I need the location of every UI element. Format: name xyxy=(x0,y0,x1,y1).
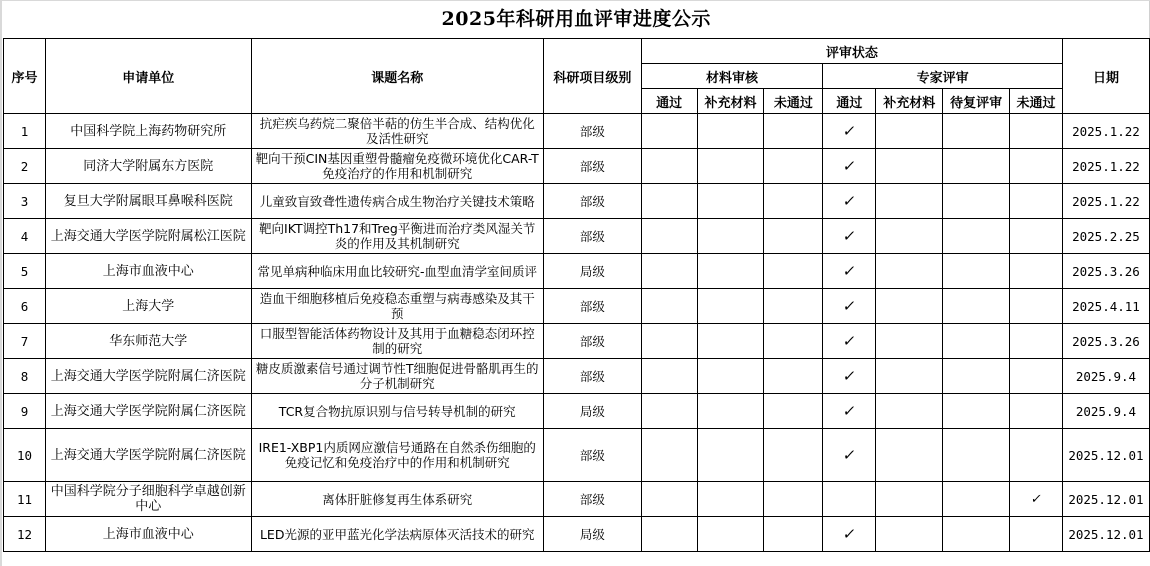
cell-unit[interactable]: 中国科学院分子细胞科学卓越创新中心 xyxy=(45,482,251,517)
cell-expert-pass[interactable] xyxy=(823,517,876,552)
cell-index[interactable]: 5 xyxy=(4,254,46,289)
cell-index[interactable]: 6 xyxy=(4,289,46,324)
cell-expert-pending[interactable] xyxy=(943,517,1010,552)
cell-expert-supplement[interactable] xyxy=(876,517,943,552)
cell-expert-fail[interactable] xyxy=(1010,517,1063,552)
cell-material-fail[interactable] xyxy=(764,482,823,517)
cell-topic[interactable]: 离体肝脏修复再生体系研究 xyxy=(251,482,543,517)
table-row xyxy=(4,149,1150,184)
table-row xyxy=(4,394,1150,429)
cell-expert-pending[interactable] xyxy=(943,324,1010,359)
cell-topic[interactable]: LED光源的亚甲蓝光化学法病原体灭活技术的研究 xyxy=(251,517,543,552)
table-row xyxy=(4,219,1150,254)
cell-index[interactable]: 10 xyxy=(4,429,46,482)
cell-material-supplement[interactable] xyxy=(697,482,764,517)
cell-expert-supplement[interactable] xyxy=(876,149,943,184)
cell-date[interactable]: 2025.12.01 xyxy=(1062,429,1149,482)
cell-index[interactable]: 12 xyxy=(4,517,46,552)
cell-unit[interactable]: 华东师范大学 xyxy=(45,324,251,359)
cell-date[interactable]: 2025.4.11 xyxy=(1062,289,1149,324)
cell-topic[interactable]: 造血干细胞移植后免疫稳态重塑与病毒感染及其干预 xyxy=(251,289,543,324)
cell-date[interactable]: 2025.12.01 xyxy=(1062,482,1149,517)
cell-expert-supplement[interactable] xyxy=(876,184,943,219)
cell-index[interactable]: 9 xyxy=(4,394,46,429)
cell-expert-fail[interactable] xyxy=(1010,219,1063,254)
cell-topic[interactable]: 常见单病种临床用血比较研究-血型血清学室间质评 xyxy=(251,254,543,289)
check-icon: ✓ xyxy=(841,366,858,385)
cell-expert-pass[interactable] xyxy=(823,324,876,359)
table-row xyxy=(4,254,1150,289)
cell-level[interactable]: 部级 xyxy=(543,359,641,394)
check-icon: ✓ xyxy=(1029,492,1043,507)
cell-level[interactable]: 部级 xyxy=(543,114,641,149)
header-expert-review: 专家评审 xyxy=(823,64,1063,89)
cell-date[interactable]: 2025.2.25 xyxy=(1062,219,1149,254)
cell-expert-fail[interactable] xyxy=(1010,482,1063,517)
cell-level[interactable]: 部级 xyxy=(543,482,641,517)
table-row xyxy=(4,289,1150,324)
cell-material-supplement[interactable] xyxy=(697,114,764,149)
header-material-pass: 通过 xyxy=(641,89,697,114)
cell-material-fail[interactable] xyxy=(764,289,823,324)
cell-index[interactable]: 11 xyxy=(4,482,46,517)
header-unit: 申请单位 xyxy=(45,39,251,114)
cell-material-pass[interactable] xyxy=(641,324,697,359)
cell-expert-pass[interactable] xyxy=(823,394,876,429)
cell-topic[interactable]: 靶向干预CIN基因重塑骨髓瘤免疫微环境优化CAR-T免疫治疗的作用和机制研究 xyxy=(251,149,543,184)
check-icon: ✓ xyxy=(841,191,858,210)
check-icon: ✓ xyxy=(841,524,858,543)
cell-unit[interactable]: 上海大学 xyxy=(45,289,251,324)
cell-topic[interactable]: 靶向IKT调控Th17和Treg平衡进而治疗类风湿关节炎的作用及其机制研究 xyxy=(251,219,543,254)
cell-expert-pass[interactable] xyxy=(823,114,876,149)
cell-expert-fail[interactable] xyxy=(1010,429,1063,482)
cell-material-supplement[interactable] xyxy=(697,359,764,394)
cell-date[interactable]: 2025.12.01 xyxy=(1062,517,1149,552)
cell-topic[interactable]: 口服型智能活体药物设计及其用于血糖稳态闭环控制的研究 xyxy=(251,324,543,359)
cell-expert-pending[interactable] xyxy=(943,149,1010,184)
cell-level[interactable]: 局级 xyxy=(543,517,641,552)
cell-material-supplement[interactable] xyxy=(697,517,764,552)
cell-unit[interactable]: 上海交通大学医学院附属仁济医院 xyxy=(45,429,251,482)
cell-expert-pending[interactable] xyxy=(943,482,1010,517)
header-date: 日期 xyxy=(1062,39,1149,114)
cell-expert-fail[interactable] xyxy=(1010,394,1063,429)
cell-expert-pass[interactable] xyxy=(823,219,876,254)
cell-date[interactable]: 2025.1.22 xyxy=(1062,149,1149,184)
cell-expert-fail[interactable] xyxy=(1010,149,1063,184)
cell-date[interactable]: 2025.1.22 xyxy=(1062,114,1149,149)
cell-material-pass[interactable] xyxy=(641,149,697,184)
cell-date[interactable]: 2025.3.26 xyxy=(1062,254,1149,289)
cell-material-pass[interactable] xyxy=(641,114,697,149)
table-row xyxy=(4,359,1150,394)
cell-level[interactable]: 部级 xyxy=(543,324,641,359)
review-progress-table xyxy=(3,1,1150,552)
cell-material-fail[interactable] xyxy=(764,324,823,359)
cell-expert-supplement[interactable] xyxy=(876,219,943,254)
cell-material-pass[interactable] xyxy=(641,184,697,219)
table-row xyxy=(4,517,1150,552)
cell-level[interactable]: 部级 xyxy=(543,149,641,184)
cell-expert-supplement[interactable] xyxy=(876,394,943,429)
header-expert-supplement: 补充材料 xyxy=(876,89,943,114)
cell-expert-fail[interactable] xyxy=(1010,184,1063,219)
cell-expert-pass[interactable] xyxy=(823,429,876,482)
header-material-fail: 未通过 xyxy=(764,89,823,114)
header-expert-pass: 通过 xyxy=(823,89,876,114)
table-row xyxy=(4,184,1150,219)
cell-material-fail[interactable] xyxy=(764,114,823,149)
cell-expert-pass[interactable] xyxy=(823,184,876,219)
cell-index[interactable]: 1 xyxy=(4,114,46,149)
table-row xyxy=(4,114,1150,149)
cell-unit[interactable]: 上海市血液中心 xyxy=(45,517,251,552)
cell-expert-pending[interactable] xyxy=(943,394,1010,429)
cell-expert-pending[interactable] xyxy=(943,429,1010,482)
cell-index[interactable]: 4 xyxy=(4,219,46,254)
cell-expert-supplement[interactable] xyxy=(876,359,943,394)
cell-expert-supplement[interactable] xyxy=(876,289,943,324)
cell-expert-pending[interactable] xyxy=(943,289,1010,324)
cell-material-fail[interactable] xyxy=(764,254,823,289)
cell-level[interactable]: 部级 xyxy=(543,429,641,482)
cell-date[interactable]: 2025.1.22 xyxy=(1062,184,1149,219)
cell-expert-fail[interactable] xyxy=(1010,324,1063,359)
check-icon: ✓ xyxy=(841,261,858,280)
cell-expert-fail[interactable] xyxy=(1010,359,1063,394)
check-icon: ✓ xyxy=(841,445,858,464)
cell-date[interactable]: 2025.9.4 xyxy=(1062,394,1149,429)
header-topic: 课题名称 xyxy=(251,39,543,114)
cell-unit[interactable]: 上海交通大学医学院附属松江医院 xyxy=(45,219,251,254)
header-material-supplement: 补充材料 xyxy=(697,89,764,114)
cell-index[interactable]: 3 xyxy=(4,184,46,219)
cell-unit[interactable]: 中国科学院上海药物研究所 xyxy=(45,114,251,149)
table-row xyxy=(4,429,1150,482)
cell-expert-pass[interactable] xyxy=(823,289,876,324)
cell-index[interactable]: 7 xyxy=(4,324,46,359)
cell-expert-supplement[interactable] xyxy=(876,482,943,517)
cell-material-fail[interactable] xyxy=(764,429,823,482)
cell-material-pass[interactable] xyxy=(641,254,697,289)
cell-material-fail[interactable] xyxy=(764,517,823,552)
header-level: 科研项目级别 xyxy=(543,39,641,114)
header-expert-fail: 未通过 xyxy=(1010,89,1063,114)
cell-expert-supplement[interactable] xyxy=(876,114,943,149)
cell-level[interactable]: 局级 xyxy=(543,254,641,289)
cell-material-supplement[interactable] xyxy=(697,184,764,219)
cell-expert-supplement[interactable] xyxy=(876,324,943,359)
cell-unit[interactable]: 同济大学附属东方医院 xyxy=(45,149,251,184)
cell-material-supplement[interactable] xyxy=(697,219,764,254)
cell-material-supplement[interactable] xyxy=(697,254,764,289)
cell-unit[interactable]: 上海交通大学医学院附属仁济医院 xyxy=(45,394,251,429)
header-index: 序号 xyxy=(4,39,46,114)
cell-material-supplement[interactable] xyxy=(697,394,764,429)
cell-material-supplement[interactable] xyxy=(697,429,764,482)
header-expert-pending: 待复评审 xyxy=(943,89,1010,114)
check-icon: ✓ xyxy=(841,401,858,420)
cell-expert-pass[interactable] xyxy=(823,254,876,289)
check-icon: ✓ xyxy=(841,226,858,245)
cell-material-pass[interactable] xyxy=(641,359,697,394)
cell-level[interactable]: 部级 xyxy=(543,289,641,324)
cell-material-fail[interactable] xyxy=(764,359,823,394)
cell-index[interactable]: 8 xyxy=(4,359,46,394)
cell-expert-pending[interactable] xyxy=(943,254,1010,289)
cell-expert-pending[interactable] xyxy=(943,114,1010,149)
table-row xyxy=(4,324,1150,359)
cell-material-fail[interactable] xyxy=(764,219,823,254)
cell-material-pass[interactable] xyxy=(641,517,697,552)
cell-date[interactable]: 2025.3.26 xyxy=(1062,324,1149,359)
cell-expert-pending[interactable] xyxy=(943,219,1010,254)
cell-topic[interactable]: 儿童致盲致聋性遗传病合成生物治疗关键技术策略 xyxy=(251,184,543,219)
cell-material-pass[interactable] xyxy=(641,429,697,482)
cell-level[interactable]: 局级 xyxy=(543,394,641,429)
cell-material-pass[interactable] xyxy=(641,289,697,324)
page-title: 2025年科研用血评审进度公示 xyxy=(4,1,1150,39)
cell-expert-supplement[interactable] xyxy=(876,429,943,482)
cell-expert-pass[interactable] xyxy=(823,359,876,394)
cell-expert-fail[interactable] xyxy=(1010,254,1063,289)
cell-topic[interactable]: 糖皮质激素信号通过调节性T细胞促进骨骼肌再生的分子机制研究 xyxy=(251,359,543,394)
cell-topic[interactable]: TCR复合物抗原识别与信号转导机制的研究 xyxy=(251,394,543,429)
cell-unit[interactable]: 上海市血液中心 xyxy=(45,254,251,289)
check-icon: ✓ xyxy=(841,331,858,350)
cell-expert-pending[interactable] xyxy=(943,359,1010,394)
cell-expert-pass[interactable] xyxy=(823,482,876,517)
cell-material-supplement[interactable] xyxy=(697,149,764,184)
cell-unit[interactable]: 复旦大学附属眼耳鼻喉科医院 xyxy=(45,184,251,219)
cell-topic[interactable]: IRE1-XBP1内质网应激信号通路在自然杀伤细胞的免疫记忆和免疫治疗中的作用和机制研究 xyxy=(251,429,543,482)
cell-material-supplement[interactable] xyxy=(697,324,764,359)
cell-material-fail[interactable] xyxy=(764,149,823,184)
cell-date[interactable]: 2025.9.4 xyxy=(1062,359,1149,394)
cell-unit[interactable]: 上海交通大学医学院附属仁济医院 xyxy=(45,359,251,394)
cell-expert-supplement[interactable] xyxy=(876,254,943,289)
cell-level[interactable]: 部级 xyxy=(543,219,641,254)
check-icon: ✓ xyxy=(841,156,858,175)
header-material-review: 材料审核 xyxy=(641,64,823,89)
cell-expert-fail[interactable] xyxy=(1010,289,1063,324)
cell-material-fail[interactable] xyxy=(764,184,823,219)
cell-expert-pass[interactable] xyxy=(823,149,876,184)
cell-material-supplement[interactable] xyxy=(697,289,764,324)
cell-material-pass[interactable] xyxy=(641,219,697,254)
cell-topic[interactable]: 抗疟疾乌药烷二聚倍半萜的仿生半合成、结构优化及活性研究 xyxy=(251,114,543,149)
cell-index[interactable]: 2 xyxy=(4,149,46,184)
check-icon: ✓ xyxy=(841,121,858,140)
header-review-status: 评审状态 xyxy=(641,39,1062,64)
cell-expert-pending[interactable] xyxy=(943,184,1010,219)
cell-level[interactable]: 部级 xyxy=(543,184,641,219)
cell-material-pass[interactable] xyxy=(641,394,697,429)
cell-expert-fail[interactable] xyxy=(1010,114,1063,149)
cell-material-pass[interactable] xyxy=(641,482,697,517)
cell-material-fail[interactable] xyxy=(764,394,823,429)
table-row xyxy=(4,482,1150,517)
check-icon: ✓ xyxy=(841,296,858,315)
